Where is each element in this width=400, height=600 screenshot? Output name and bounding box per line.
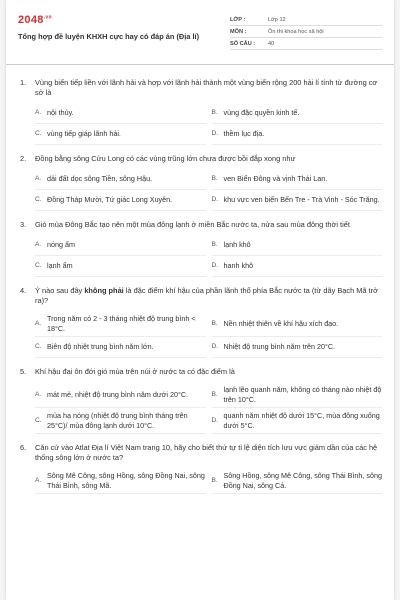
- option-text: quanh năm nhiệt độ dưới 15°C, mùa đông xuống dưới 5°C.: [223, 411, 380, 430]
- option-d[interactable]: [212, 408, 383, 434]
- question-number: 2.: [20, 154, 27, 163]
- option-letter: B.: [211, 476, 218, 484]
- option-letter: C.: [35, 416, 42, 424]
- option-letter: B.: [211, 175, 218, 183]
- question-text: Gió mùa Đông Bắc tạo nên một mùa đông lạnh ở miền Bắc nước ta, nửa sau mùa đông thời tiết: [35, 220, 350, 229]
- option-text: Biên độ nhiệt trung bình năm lớn.: [47, 342, 154, 352]
- option-letter: B.: [211, 319, 218, 327]
- question-text-part: là đặc điểm khí hậu của phần lãnh thổ phía Bắc nước ta (từ dãy Bạch Mã trở ra)?: [35, 286, 378, 305]
- meta-label: SỐ CÂU :: [230, 40, 256, 47]
- question-text: [35, 286, 382, 306]
- option-text: lạnh khô: [223, 240, 251, 250]
- option-text: Nhiệt độ trung bình năm trên 20°C.: [223, 342, 336, 352]
- question-number: 3.: [20, 220, 27, 229]
- option-text: mùa hạ nóng (nhiệt độ trung bình tháng trên 25°C)/ mùa đông lạnh dưới 10°C.: [47, 411, 188, 430]
- option-text: dải đất dọc sông Tiền, sông Hậu.: [47, 174, 153, 184]
- option-letter: D.: [211, 416, 219, 424]
- option-c[interactable]: [35, 408, 206, 434]
- option-letter: B.: [211, 109, 218, 117]
- option-text: ven Biển Đông và vịnh Thái Lan.: [223, 174, 328, 184]
- option-b[interactable]: [212, 382, 383, 408]
- option-letter: A.: [35, 390, 42, 398]
- option-a[interactable]: [35, 169, 206, 190]
- option-letter: B.: [211, 390, 218, 398]
- option-a[interactable]: [35, 382, 206, 408]
- option-letter: C.: [35, 262, 42, 270]
- option-text: lạnh lẽo quanh năm, không có tháng nào nhiệt độ trên 10°C.: [223, 385, 382, 404]
- option-d[interactable]: [212, 124, 383, 145]
- option-text: Nền nhiệt thiên về khí hậu xích đạo.: [223, 318, 339, 328]
- brand-suffix: .vn: [43, 14, 52, 21]
- header-left: [18, 14, 199, 60]
- option-letter: D.: [211, 130, 219, 138]
- meta-label: LỚP :: [230, 16, 246, 23]
- option-text: khu vực ven biển Bến Tre - Trà Vinh - Sóc Trăng.: [223, 195, 380, 205]
- document-title: Tổng hợp đề luyện KHXH cực hay có đáp án (Địa lí): [18, 32, 200, 41]
- question-list: [6, 78, 394, 503]
- question-3: [20, 220, 382, 277]
- option-letter: C.: [35, 130, 42, 138]
- option-text: Sông Hồng, sông Mê Công, sông Thái Bình, sông Đồng Nai, sông Cả.: [223, 471, 382, 490]
- meta-table: [230, 14, 382, 60]
- option-d[interactable]: [212, 337, 383, 358]
- option-text: vùng đặc quyền kinh tế.: [223, 108, 300, 118]
- option-text: Sông Mê Công, sông Hồng, sông Đồng Nai, sông Thái Bình, sông Mã.: [47, 471, 205, 490]
- option-b[interactable]: [212, 169, 383, 190]
- option-letter: D.: [211, 262, 219, 270]
- option-letter: A.: [35, 476, 42, 484]
- meta-value: Lớp 12: [268, 16, 286, 23]
- question-number: 5.: [20, 367, 27, 376]
- option-letter: A.: [35, 319, 42, 327]
- option-text: vùng tiếp giáp lãnh hải.: [47, 129, 121, 139]
- meta-value: 40: [268, 40, 275, 47]
- question-number: 4.: [20, 286, 27, 295]
- option-a[interactable]: [35, 235, 206, 256]
- option-b[interactable]: [212, 468, 383, 494]
- option-letter: C.: [35, 196, 42, 204]
- option-letter: A.: [35, 109, 42, 117]
- meta-row-count: [230, 38, 382, 50]
- option-text: mát mẻ, nhiệt độ trung bình năm dưới 20°C.: [47, 389, 189, 399]
- question-text: Vùng biển tiếp liền với lãnh hải và hợp với lãnh hải thành một vùng biển rộng 200 hải lí tính từ đường cơ sở là: [35, 78, 378, 97]
- question-4: [20, 286, 382, 358]
- option-letter: A.: [35, 241, 42, 249]
- question-number: 6.: [20, 443, 27, 452]
- option-text: lạnh ẩm: [47, 261, 73, 271]
- meta-label: MÔN :: [230, 28, 247, 35]
- option-c[interactable]: [35, 256, 206, 277]
- question-text: Đồng bằng sông Cửu Long có các vùng trũng lớn chưa được bồi đắp xong như: [35, 154, 296, 163]
- option-c[interactable]: [35, 190, 206, 211]
- option-text: nóng ẩm: [47, 240, 75, 250]
- meta-value: Ôn thi khoa học xã hội: [268, 28, 324, 35]
- option-text: Đồng Tháp Mười, Tứ giác Long Xuyên.: [47, 195, 173, 205]
- option-a[interactable]: [35, 311, 206, 337]
- site-logo[interactable]: [18, 14, 199, 26]
- option-letter: A.: [35, 175, 42, 183]
- option-letter: B.: [211, 241, 218, 249]
- question-2: [20, 154, 382, 211]
- option-b[interactable]: [212, 235, 383, 256]
- question-emphasis: không phải: [84, 286, 124, 295]
- option-text: Trong năm có 2 - 3 tháng nhiệt độ trung bình < 18°C.: [47, 314, 196, 333]
- option-a[interactable]: [35, 468, 206, 494]
- option-letter: D.: [211, 343, 219, 351]
- option-d[interactable]: [212, 190, 383, 211]
- meta-row-subject: [230, 26, 382, 38]
- header-divider: [6, 64, 394, 65]
- question-number: 1.: [20, 78, 27, 87]
- question-text: Căn cứ vào Atlat Địa lí Việt Nam trang 10, hãy cho biết thứ tự tỉ lệ diện tích lưu vực giảm dần của các hệ thống sông lớn ở nước ta?: [35, 443, 378, 462]
- option-b[interactable]: [212, 103, 383, 124]
- meta-row-class: [230, 14, 382, 26]
- option-d[interactable]: [212, 256, 383, 277]
- option-c[interactable]: [35, 337, 206, 358]
- question-text: Khí hậu đai ôn đới gió mùa trên núi ở nước ta có đặc điểm là: [35, 367, 235, 376]
- option-text: nội thủy.: [47, 108, 74, 118]
- option-b[interactable]: [212, 311, 383, 337]
- option-text: thềm lục địa.: [223, 129, 265, 139]
- option-letter: D.: [211, 196, 219, 204]
- option-letter: C.: [35, 343, 42, 351]
- question-1: [20, 78, 382, 145]
- brand-name: 2048: [18, 14, 44, 26]
- document-header: [6, 0, 394, 60]
- option-text: hanh khô: [223, 261, 254, 271]
- question-text-part: Ý nào sau đây: [35, 286, 85, 295]
- option-c[interactable]: [35, 124, 206, 145]
- question-6: [20, 443, 382, 494]
- question-5: [20, 367, 382, 434]
- option-a[interactable]: [35, 103, 206, 124]
- document-page: [6, 0, 394, 600]
